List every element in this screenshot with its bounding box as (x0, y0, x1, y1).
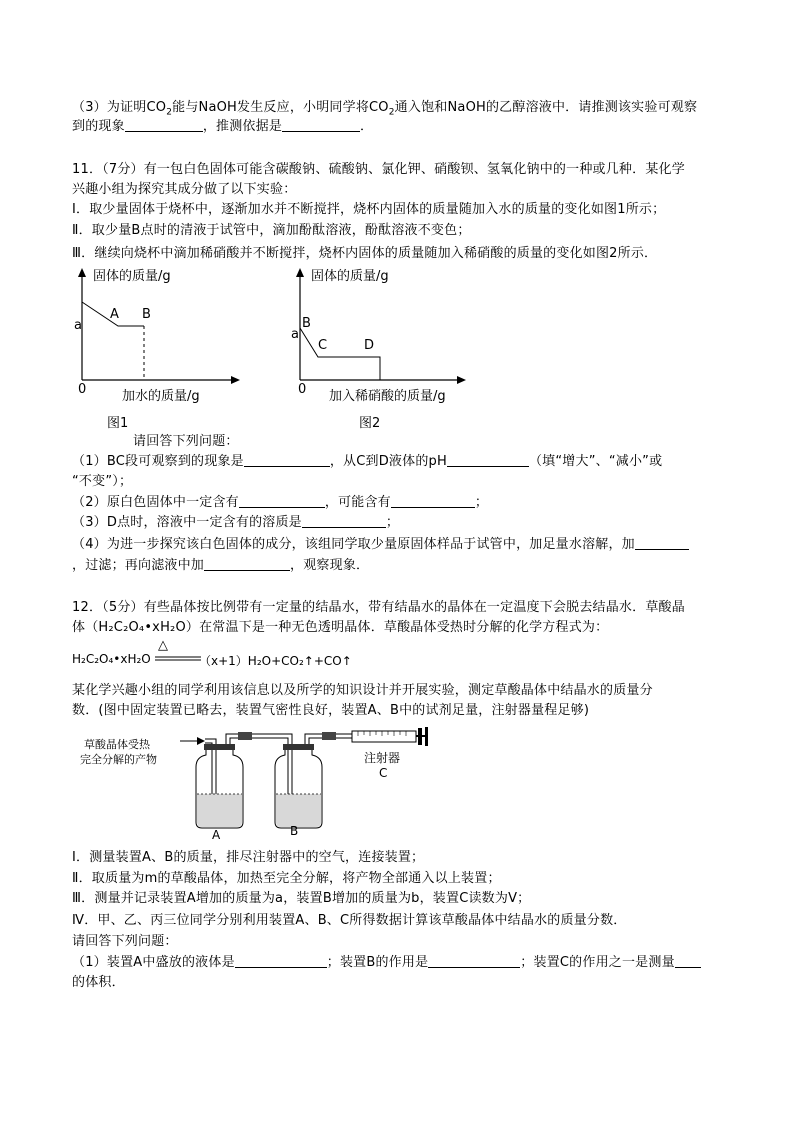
liquid-B (276, 794, 321, 827)
q12-step4: Ⅳ．甲、乙、丙三位同学分别利用装置A、B、C所得数据计算该草酸晶体中结晶水的质量分数． (72, 913, 627, 928)
y-axis-arrow (296, 268, 304, 277)
q11-stem-line2: 兴趣小组为探究其成分做了以下实验： (72, 182, 297, 197)
q11-q4-line1 (72, 536, 689, 553)
answer-blank[interactable] (675, 954, 701, 968)
subscript: 2 (388, 107, 395, 118)
q11-q1-line2: “不变”）； (72, 474, 133, 489)
fig1-ylabel: 固体的质量/g (93, 269, 171, 284)
q11-step3: Ⅲ．继续向烧杯中滴加稀硝酸并不断搅拌，烧杯内固体的质量随加入稀硝酸的质量的变化如图2所示． (72, 246, 658, 261)
syringe-barrel (352, 731, 416, 742)
text: ； (474, 495, 489, 510)
x-axis-arrow (457, 376, 466, 384)
q12-stem-line1: 12．（5分）有些晶体按比例带有一定量的结晶水，带有结晶水的晶体在一定温度下会脱去结晶水．草酸晶 (72, 600, 685, 615)
text: （填“增大”、“减小”或 (528, 454, 663, 469)
answer-blank[interactable] (282, 118, 360, 132)
q11-q2 (72, 494, 488, 511)
text: ． (360, 119, 374, 134)
stopper-A (204, 744, 235, 750)
text: ； (385, 515, 400, 530)
q12-stem-line2: 体（H₂C₂O₄•xH₂O）在常温下是一种无色透明晶体．草酸晶体受热时分解的化学方程式为： (72, 620, 609, 635)
answer-blank[interactable] (239, 494, 325, 508)
text: 能与NaOH发生反应，小明同学将CO (172, 100, 389, 115)
fig1-a: a (74, 318, 82, 333)
q12-equation-right: （x+1）H₂O+CO₂↑+CO↑ (199, 654, 352, 668)
q12-intro-line2: 数．(图中固定装置已略去，装置气密性良好，装置A、B中的试剂足量，注射器量程足够) (72, 703, 590, 718)
q11-q4-line2 (72, 557, 369, 574)
q12-step2: Ⅱ．取质量为m的草酸晶体，加热至完全分解，将产物全部通入以上装置； (72, 871, 501, 886)
fig2-caption: 图2 (359, 416, 381, 431)
syringe-label: 注射器 (364, 751, 401, 765)
text: ；装置B的作用是 (326, 955, 429, 970)
q12-equation-left: H₂C₂O₄•xH₂O (72, 652, 151, 666)
fig2-ylabel: 固体的质量/g (311, 269, 389, 284)
text: ，可能含有 (324, 495, 391, 510)
q11-step1: Ⅰ．取少量固体于烧杯中，逐渐加水并不断搅拌，烧杯内固体的质量随加入水的质量的变化如图1所示； (72, 202, 666, 217)
answer-blank[interactable] (235, 954, 327, 968)
syringe-flange (418, 728, 422, 745)
fig1-point-B: B (142, 307, 151, 322)
q11-step2: Ⅱ．取少量B点时的清液于试管中，滴加酚酞溶液，酚酞溶液不变色； (72, 223, 471, 238)
y-axis-arrow (78, 268, 86, 277)
q12-step1: Ⅰ．测量装置A、B的质量，排尽注射器中的空气，连接装置； (72, 850, 425, 865)
q11-stem-line1: 11．（7分）有一包白色固体可能含碳酸钠、硫酸钠、氯化钾、硝酸钡、氢氧化钠中的一种或几种．某化学 (72, 162, 685, 177)
text: 通入饱和NaOH的乙醇溶液中．请推测该实验可观察 (394, 100, 698, 115)
text: （1）装置A中盛放的液体是 (72, 955, 235, 970)
subscript: 2 (166, 107, 173, 118)
fig2-xlabel: 加入稀硝酸的质量/g (329, 389, 446, 404)
q11-q3 (72, 514, 399, 531)
q11-ask: 请回答下列问题： (133, 434, 239, 449)
syringe-plunger-head (425, 727, 428, 746)
answer-blank[interactable] (428, 954, 520, 968)
syringe-C-label: C (379, 766, 388, 780)
text: （3）D点时，溶液中一定含有的溶质是 (72, 515, 302, 530)
fig1-point-A: A (110, 307, 119, 322)
fig2-a: a (291, 327, 299, 342)
answer-blank[interactable] (244, 453, 330, 467)
text: （3）为证明CO (72, 100, 167, 115)
fig2-origin: 0 (298, 382, 307, 397)
x-axis-arrow (231, 376, 240, 384)
text: ；装置C的作用之一是测量 (520, 955, 675, 970)
q12-ask: 请回答下列问题： (72, 934, 178, 949)
answer-blank[interactable] (302, 514, 386, 528)
text: ，观察现象． (290, 558, 370, 573)
heat-symbol: △ (158, 638, 168, 653)
liquid-A (197, 794, 242, 827)
text: ，推测依据是 (202, 119, 283, 134)
answer-blank[interactable] (635, 536, 689, 550)
tube-joint (238, 732, 252, 740)
text: ，从C到D液体的pH (329, 454, 447, 469)
q12-q1-line2: 的体积． (72, 975, 125, 990)
text: （2）原白色固体中一定含有 (72, 495, 239, 510)
tube-joint (322, 732, 336, 740)
source-label-2: 完全分解的产物 (80, 753, 157, 766)
arrow-head (197, 737, 205, 745)
q12-q1-line1 (72, 954, 701, 971)
fig1-caption: 图1 (107, 416, 129, 431)
q11-q1-line1 (72, 453, 662, 470)
bottle-B-label: B (290, 824, 299, 838)
answer-blank[interactable] (391, 494, 475, 508)
fig2-point-B: B (302, 316, 311, 331)
fig1-xlabel: 加水的质量/g (122, 389, 200, 404)
stopper-B (283, 744, 314, 750)
fig2-point-D: D (364, 338, 375, 353)
fig2-point-C: C (318, 338, 328, 353)
q10-part3-line2 (72, 118, 373, 135)
answer-blank[interactable] (125, 118, 203, 132)
q12-step3: Ⅲ．测量并记录装置A增加的质量为a，装置B增加的质量为b，装置C读数为V； (72, 891, 531, 906)
text: （4）为进一步探究该白色固体的成分，该组同学取少量原固体样品于试管中，加足量水溶解，加 (72, 537, 635, 552)
bottle-A-label: A (212, 828, 221, 842)
answer-blank[interactable] (447, 453, 529, 467)
text: （1）BC段可观察到的现象是 (72, 454, 244, 469)
q12-intro-line1: 某化学兴趣小组的同学利用该信息以及所学的知识设计并开展实验，测定草酸晶体中结晶水的质量分 (72, 683, 653, 698)
answer-blank[interactable] (204, 557, 290, 571)
text: 到的现象 (72, 119, 125, 134)
source-label-1: 草酸晶体受热 (84, 738, 150, 751)
text: ，过滤；再向滤液中加 (72, 558, 205, 573)
fig1-origin: 0 (78, 382, 87, 397)
curve (300, 328, 380, 380)
